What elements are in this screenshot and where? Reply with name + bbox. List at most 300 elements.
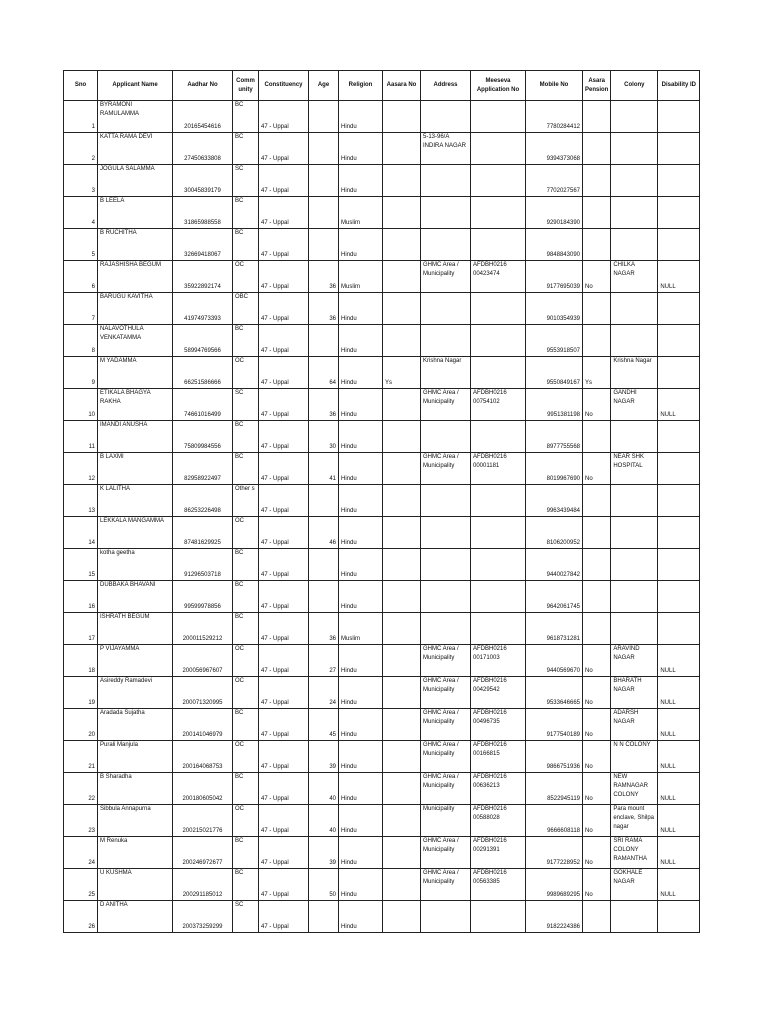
mobile-cell: 9010354939 [526, 293, 583, 325]
disability-id-cell [658, 613, 700, 645]
asara-pension-cell [583, 517, 611, 549]
address-cell: 5-13-96/A INDIRA NAGAR [421, 133, 471, 165]
table-row [64, 709, 700, 741]
sno-cell: 12 [64, 453, 98, 485]
address-cell [421, 293, 471, 325]
mobile-cell: 9866751936 [526, 741, 583, 773]
aadhar-cell: 58994769566 [173, 325, 233, 357]
disability-id-cell: NULL [658, 389, 700, 421]
col-header-asara-pension: Asara Pension [583, 71, 611, 101]
meeseva-cell: AFDBH0216 00001181 [471, 453, 526, 485]
constituency-cell: 47 - Uppal [259, 229, 309, 261]
table-row [64, 549, 700, 581]
asara-pension-cell: No [583, 773, 611, 805]
mobile-cell: 8522945119 [526, 773, 583, 805]
table-row [64, 453, 700, 485]
meeseva-cell: AFDBH0216 00423474 [471, 261, 526, 293]
asara-pension-cell [583, 101, 611, 133]
sno-cell: 23 [64, 805, 98, 837]
aasara-no-cell [383, 325, 421, 357]
asara-pension-cell [583, 581, 611, 613]
applicant-name-cell: ISHRATH BEGUM [98, 613, 173, 645]
address-cell [421, 421, 471, 453]
community-cell: BC [233, 325, 259, 357]
religion-cell: Hindu [339, 133, 383, 165]
community-cell: SC [233, 901, 259, 933]
colony-cell [611, 421, 658, 453]
col-header-community: Comm unity [233, 71, 259, 101]
aadhar-cell: 200011529212 [173, 613, 233, 645]
constituency-cell: 47 - Uppal [259, 613, 309, 645]
aasara-no-cell [383, 805, 421, 837]
address-cell: GHMC Area / Municipality [421, 645, 471, 677]
address-cell [421, 101, 471, 133]
meeseva-cell [471, 485, 526, 517]
religion-cell: Hindu [339, 837, 383, 869]
aadhar-cell: 35922892174 [173, 261, 233, 293]
colony-cell [611, 229, 658, 261]
table-row [64, 261, 700, 293]
header-row [64, 71, 700, 101]
aasara-no-cell [383, 773, 421, 805]
asara-pension-cell: No [583, 261, 611, 293]
mobile-cell: 8977755568 [526, 421, 583, 453]
community-cell: Other s [233, 485, 259, 517]
applicant-name-cell: B LAXMI [98, 453, 173, 485]
meeseva-cell: AFDBH0216 00636213 [471, 773, 526, 805]
aasara-no-cell [383, 293, 421, 325]
sno-cell: 17 [64, 613, 98, 645]
asara-pension-cell: No [583, 389, 611, 421]
table-row [64, 677, 700, 709]
constituency-cell: 47 - Uppal [259, 581, 309, 613]
age-cell [309, 581, 339, 613]
aadhar-cell: 200164068753 [173, 741, 233, 773]
religion-cell: Hindu [339, 805, 383, 837]
asara-pension-cell [583, 165, 611, 197]
disability-id-cell: NULL [658, 677, 700, 709]
asara-pension-cell [583, 229, 611, 261]
aadhar-cell: 200071320995 [173, 677, 233, 709]
aadhar-cell: 200373259299 [173, 901, 233, 933]
meeseva-cell [471, 293, 526, 325]
aasara-no-cell [383, 869, 421, 901]
age-cell [309, 901, 339, 933]
aadhar-cell: 31865988558 [173, 197, 233, 229]
colony-cell: GANDHI NAGAR [611, 389, 658, 421]
colony-cell [611, 517, 658, 549]
colony-cell [611, 325, 658, 357]
meeseva-cell: AFDBH0216 00588028 [471, 805, 526, 837]
col-header-aadhar-no: Aadhar No [173, 71, 233, 101]
address-cell: GHMC Area / Municipality [421, 261, 471, 293]
table-row [64, 869, 700, 901]
age-cell [309, 549, 339, 581]
age-cell: 45 [309, 709, 339, 741]
age-cell: 40 [309, 773, 339, 805]
community-cell: OC [233, 357, 259, 389]
religion-cell: Hindu [339, 293, 383, 325]
sno-cell: 19 [64, 677, 98, 709]
community-cell: BC [233, 709, 259, 741]
age-cell: 36 [309, 613, 339, 645]
address-cell: Municipality [421, 805, 471, 837]
sno-cell: 26 [64, 901, 98, 933]
constituency-cell: 47 - Uppal [259, 165, 309, 197]
community-cell: OC [233, 517, 259, 549]
sno-cell: 11 [64, 421, 98, 453]
age-cell: 50 [309, 869, 339, 901]
applicant-name-cell: kotha geetha [98, 549, 173, 581]
sno-cell: 10 [64, 389, 98, 421]
community-cell: BC [233, 453, 259, 485]
disability-id-cell [658, 901, 700, 933]
applicant-name-cell: BARUGU KAVITHA [98, 293, 173, 325]
mobile-cell: 8106200952 [526, 517, 583, 549]
religion-cell: Hindu [339, 709, 383, 741]
constituency-cell: 47 - Uppal [259, 453, 309, 485]
applicant-name-cell: LEKKALA MANGAMMA [98, 517, 173, 549]
disability-id-cell [658, 165, 700, 197]
address-cell: GHMC Area / Municipality [421, 869, 471, 901]
aadhar-cell: 27450633808 [173, 133, 233, 165]
applicant-name-cell: Sibbula Annapurna [98, 805, 173, 837]
applicant-name-cell: JOGULA SALAMMA [98, 165, 173, 197]
colony-cell: Krishna Nagar [611, 357, 658, 389]
disability-id-cell [658, 581, 700, 613]
address-cell: GHMC Area / Municipality [421, 709, 471, 741]
asara-pension-cell: No [583, 677, 611, 709]
colony-cell [611, 197, 658, 229]
applicant-name-cell: Aradada Sujatha [98, 709, 173, 741]
address-cell [421, 517, 471, 549]
sno-cell: 20 [64, 709, 98, 741]
aasara-no-cell [383, 453, 421, 485]
constituency-cell: 47 - Uppal [259, 549, 309, 581]
colony-cell [611, 901, 658, 933]
constituency-cell: 47 - Uppal [259, 773, 309, 805]
constituency-cell: 47 - Uppal [259, 421, 309, 453]
applicant-name-cell: P VIJAYAMMA [98, 645, 173, 677]
sno-cell: 22 [64, 773, 98, 805]
age-cell [309, 101, 339, 133]
age-cell: 39 [309, 837, 339, 869]
community-cell: BC [233, 613, 259, 645]
meeseva-cell: AFDBH0216 00429542 [471, 677, 526, 709]
address-cell: Krishna Nagar [421, 357, 471, 389]
meeseva-cell [471, 549, 526, 581]
aasara-no-cell [383, 581, 421, 613]
religion-cell: Hindu [339, 741, 383, 773]
community-cell: OBC [233, 293, 259, 325]
applicant-table [63, 70, 700, 933]
meeseva-cell [471, 165, 526, 197]
age-cell: 64 [309, 357, 339, 389]
colony-cell: ADARSH NAGAR [611, 709, 658, 741]
colony-cell: GOKHALE NAGAR [611, 869, 658, 901]
applicant-name-cell: ETIKALA BHAGYA RAKHA [98, 389, 173, 421]
asara-pension-cell: No [583, 453, 611, 485]
colony-cell [611, 101, 658, 133]
table-row [64, 421, 700, 453]
col-header-aasara-no: Aasara No [383, 71, 421, 101]
religion-cell: Hindu [339, 485, 383, 517]
community-cell: BC [233, 197, 259, 229]
asara-pension-cell: No [583, 837, 611, 869]
mobile-cell: 9440569670 [526, 645, 583, 677]
aadhar-cell: 75809984556 [173, 421, 233, 453]
table-row [64, 901, 700, 933]
meeseva-cell [471, 613, 526, 645]
aasara-no-cell [383, 901, 421, 933]
disability-id-cell [658, 357, 700, 389]
community-cell: OC [233, 645, 259, 677]
sno-cell: 13 [64, 485, 98, 517]
table-row [64, 389, 700, 421]
col-header-constituency: Constituency [259, 71, 309, 101]
table-row [64, 165, 700, 197]
aadhar-cell: 32669418067 [173, 229, 233, 261]
aadhar-cell: 200180605042 [173, 773, 233, 805]
community-cell: BC [233, 229, 259, 261]
disability-id-cell: NULL [658, 869, 700, 901]
asara-pension-cell: No [583, 741, 611, 773]
disability-id-cell [658, 453, 700, 485]
mobile-cell: 9553918507 [526, 325, 583, 357]
table-row [64, 837, 700, 869]
asara-pension-cell [583, 901, 611, 933]
religion-cell: Hindu [339, 773, 383, 805]
mobile-cell: 9618731281 [526, 613, 583, 645]
age-cell: 36 [309, 261, 339, 293]
address-cell [421, 197, 471, 229]
sno-cell: 6 [64, 261, 98, 293]
religion-cell: Hindu [339, 901, 383, 933]
address-cell [421, 901, 471, 933]
sno-cell: 15 [64, 549, 98, 581]
constituency-cell: 47 - Uppal [259, 709, 309, 741]
religion-cell: Hindu [339, 517, 383, 549]
community-cell: BC [233, 101, 259, 133]
age-cell [309, 165, 339, 197]
aasara-no-cell [383, 485, 421, 517]
sno-cell: 16 [64, 581, 98, 613]
aasara-no-cell [383, 261, 421, 293]
aasara-no-cell [383, 837, 421, 869]
table-row [64, 805, 700, 837]
table-row [64, 517, 700, 549]
sno-cell: 8 [64, 325, 98, 357]
table-body [64, 101, 700, 933]
disability-id-cell: NULL [658, 837, 700, 869]
applicant-name-cell: KATTA RAMA DEVI [98, 133, 173, 165]
meeseva-cell [471, 229, 526, 261]
community-cell: BC [233, 869, 259, 901]
mobile-cell: 9642061745 [526, 581, 583, 613]
meeseva-cell: AFDBH0216 00563385 [471, 869, 526, 901]
mobile-cell: 9177695039 [526, 261, 583, 293]
sno-cell: 7 [64, 293, 98, 325]
colony-cell [611, 485, 658, 517]
age-cell: 41 [309, 453, 339, 485]
address-cell [421, 549, 471, 581]
address-cell [421, 165, 471, 197]
disability-id-cell [658, 197, 700, 229]
community-cell: OC [233, 805, 259, 837]
mobile-cell: 9951381198 [526, 389, 583, 421]
aadhar-cell: 200215021776 [173, 805, 233, 837]
mobile-cell: 9848843090 [526, 229, 583, 261]
aadhar-cell: 66251586666 [173, 357, 233, 389]
aadhar-cell: 200056967607 [173, 645, 233, 677]
religion-cell: Muslim [339, 197, 383, 229]
community-cell: OC [233, 261, 259, 293]
colony-cell: SRI RAMA COLONY RAMANTHA [611, 837, 658, 869]
disability-id-cell: NULL [658, 645, 700, 677]
religion-cell: Hindu [339, 581, 383, 613]
meeseva-cell [471, 517, 526, 549]
sno-cell: 9 [64, 357, 98, 389]
colony-cell: NEW RAMNAGAR COLONY [611, 773, 658, 805]
table-row [64, 773, 700, 805]
address-cell [421, 485, 471, 517]
constituency-cell: 47 - Uppal [259, 197, 309, 229]
aasara-no-cell: Ys [383, 357, 421, 389]
colony-cell [611, 613, 658, 645]
disability-id-cell: NULL [658, 261, 700, 293]
religion-cell: Muslim [339, 613, 383, 645]
aasara-no-cell [383, 613, 421, 645]
applicant-name-cell: M YADAMMA [98, 357, 173, 389]
religion-cell: Hindu [339, 869, 383, 901]
aadhar-cell: 200141046979 [173, 709, 233, 741]
community-cell: SC [233, 165, 259, 197]
aadhar-cell: 30045839179 [173, 165, 233, 197]
constituency-cell: 47 - Uppal [259, 837, 309, 869]
religion-cell: Hindu [339, 357, 383, 389]
constituency-cell: 47 - Uppal [259, 293, 309, 325]
age-cell: 24 [309, 677, 339, 709]
colony-cell [611, 165, 658, 197]
constituency-cell: 47 - Uppal [259, 901, 309, 933]
community-cell: BC [233, 837, 259, 869]
applicant-name-cell: IMANDI ANUSHA [98, 421, 173, 453]
sno-cell: 5 [64, 229, 98, 261]
meeseva-cell: AFDBH0216 00754102 [471, 389, 526, 421]
applicant-name-cell: U KUSHMA [98, 869, 173, 901]
meeseva-cell [471, 421, 526, 453]
mobile-cell: 9963439484 [526, 485, 583, 517]
disability-id-cell [658, 485, 700, 517]
sno-cell: 2 [64, 133, 98, 165]
community-cell: BC [233, 581, 259, 613]
constituency-cell: 47 - Uppal [259, 325, 309, 357]
religion-cell: Hindu [339, 677, 383, 709]
col-header-religion: Religion [339, 71, 383, 101]
meeseva-cell: AFDBH0216 00166815 [471, 741, 526, 773]
colony-cell: BHARATH NAGAR [611, 677, 658, 709]
asara-pension-cell: No [583, 869, 611, 901]
age-cell: 46 [309, 517, 339, 549]
asara-pension-cell: No [583, 645, 611, 677]
aadhar-cell: 91296503718 [173, 549, 233, 581]
asara-pension-cell [583, 133, 611, 165]
mobile-cell: 9290184390 [526, 197, 583, 229]
mobile-cell: 7702027567 [526, 165, 583, 197]
sno-cell: 25 [64, 869, 98, 901]
col-header-age: Age [309, 71, 339, 101]
religion-cell: Hindu [339, 645, 383, 677]
aasara-no-cell [383, 229, 421, 261]
table-row [64, 197, 700, 229]
aadhar-cell: 87481629925 [173, 517, 233, 549]
colony-cell: CHILKA NAGAR [611, 261, 658, 293]
community-cell: SC [233, 389, 259, 421]
mobile-cell: 9989689295 [526, 869, 583, 901]
table-row [64, 485, 700, 517]
constituency-cell: 47 - Uppal [259, 261, 309, 293]
table-row [64, 645, 700, 677]
address-cell: GHMC Area / Municipality [421, 453, 471, 485]
age-cell [309, 229, 339, 261]
community-cell: OC [233, 741, 259, 773]
mobile-cell: 9394373068 [526, 133, 583, 165]
asara-pension-cell [583, 421, 611, 453]
religion-cell: Muslim [339, 261, 383, 293]
asara-pension-cell: No [583, 709, 611, 741]
mobile-cell: 9177228952 [526, 837, 583, 869]
disability-id-cell: NULL [658, 741, 700, 773]
applicant-name-cell: BYRAMONI RAMULAMMA [98, 101, 173, 133]
asara-pension-cell [583, 485, 611, 517]
table-row [64, 357, 700, 389]
meeseva-cell [471, 133, 526, 165]
colony-cell [611, 581, 658, 613]
constituency-cell: 47 - Uppal [259, 389, 309, 421]
aasara-no-cell [383, 101, 421, 133]
disability-id-cell: NULL [658, 773, 700, 805]
aasara-no-cell [383, 645, 421, 677]
applicant-name-cell: Purali Manjula [98, 741, 173, 773]
aasara-no-cell [383, 741, 421, 773]
meeseva-cell [471, 101, 526, 133]
applicant-name-cell: B RUCHITHA [98, 229, 173, 261]
meeseva-cell [471, 197, 526, 229]
address-cell [421, 325, 471, 357]
aasara-no-cell [383, 517, 421, 549]
constituency-cell: 47 - Uppal [259, 805, 309, 837]
colony-cell [611, 293, 658, 325]
aasara-no-cell [383, 389, 421, 421]
aadhar-cell: 99599978856 [173, 581, 233, 613]
age-cell: 36 [309, 389, 339, 421]
asara-pension-cell [583, 549, 611, 581]
table-row [64, 581, 700, 613]
disability-id-cell [658, 101, 700, 133]
religion-cell: Hindu [339, 165, 383, 197]
age-cell: 27 [309, 645, 339, 677]
address-cell: GHMC Area / Municipality [421, 837, 471, 869]
mobile-cell: 9533646665 [526, 677, 583, 709]
col-header-applicant-name: Applicant Name [98, 71, 173, 101]
community-cell: BC [233, 421, 259, 453]
address-cell [421, 613, 471, 645]
community-cell: BC [233, 133, 259, 165]
applicant-sheet [63, 70, 700, 933]
community-cell: BC [233, 549, 259, 581]
colony-cell: NEAR SHK HOSPITAL [611, 453, 658, 485]
col-header-colony: Colony [611, 71, 658, 101]
